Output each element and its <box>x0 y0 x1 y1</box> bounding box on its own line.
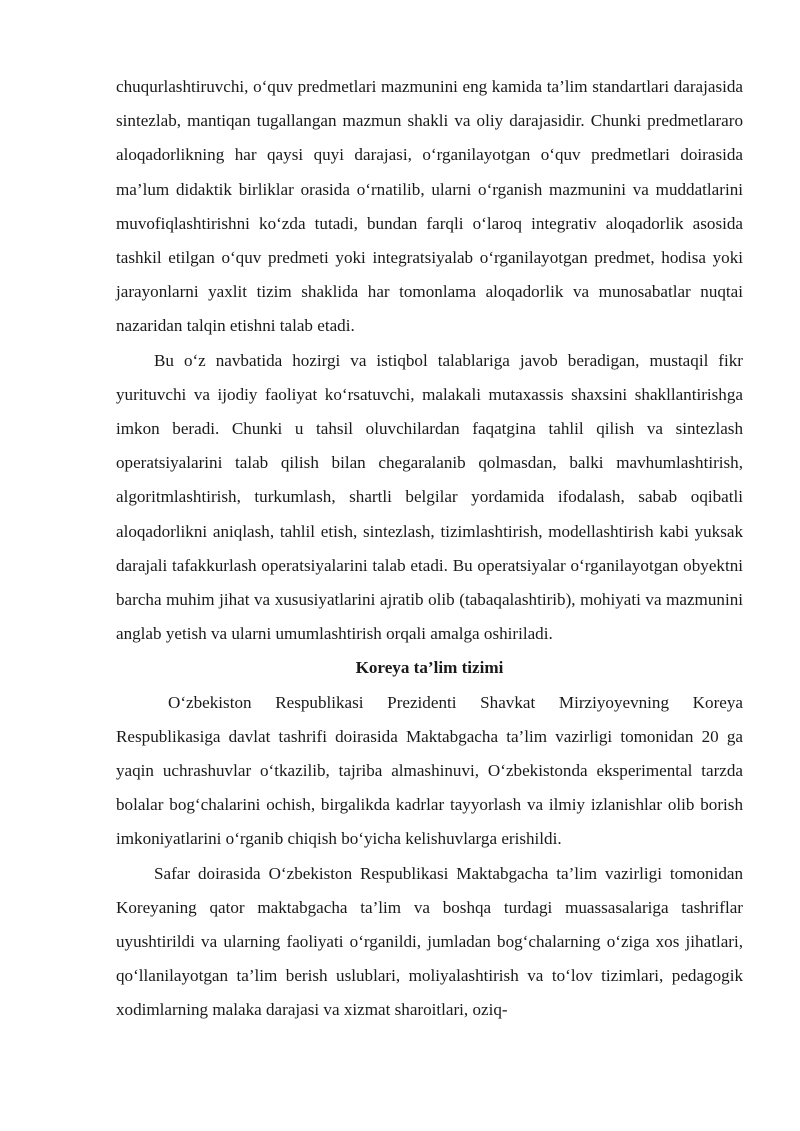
section-heading: Koreya ta’lim tizimi <box>355 658 504 678</box>
paragraph-1: chuqurlashtiruvchi, o‘quv predmetlari mazmunini eng kamida ta’lim standartlari darajasida sintezlab, mantiqan tugallangan mazmun shakli va oliy darajasidir. Chunki predmetlararo aloqadorlikning har qaysi quyi darajasi, o‘rganilayotgan o‘quv predmetlari doirasida ma’lum didaktik birliklar orasida o‘rnatilib, ularni o‘rganish mazmunini va muddatlarini muvofiqlashtirishni ko‘zda tutadi, bundan farqli o‘laroq integrativ aloqadorlik asosida tashkil etilgan o‘quv predmeti yoki integratsiyalab o‘rganilayotgan predmet, hodisa yoki jarayonlarni yaxlit tizim shaklida har tomonlama aloqadorlik va munosabatlar nuqtai nazaridan talqin etishni talab etadi. <box>116 77 743 336</box>
paragraph-4: Safar doirasida O‘zbekiston Respublikasi Maktabgacha ta’lim vazirligi tomonidan Koreyaning qator maktabgacha ta’lim va boshqa turdagi muassasalariga tashriflar uyushtirildi va ularning faoliyati o‘rganildi, jumladan bog‘chalarning o‘ziga xos jihatlari, qo‘llanilayotgan ta’lim berish uslublari, moliyalashtirish va to‘lov tizimlari, pedagogik xodimlarning malaka darajasi va xizmat sharoitlari, oziq- <box>116 863 743 1020</box>
paragraph-2: Bu o‘z navbatida hozirgi va istiqbol talablariga javob beradigan, mustaqil fikr yurituvchi va ijodiy faoliyat ko‘rsatuvchi, malakali mutaxassis shaxsini shakllantirishga imkon beradi. Chunki u tahsil oluvchilardan faqatgina tahlil qilish va sintezlash operatsiyalarini talab qilish bilan chegaralanib qolmasdan, balki mavhumlashtirish, algoritmlashtirish, turkumlash, shartli belgilar yordamida ifodalash, sabab oqibatli aloqadorlikni aniqlash, tahlil etish, sintezlash, tizimlashtirish, modellashtirish kabi yuksak darajali tafakkurlash operatsiyalarini talab etadi. Bu operatsiyalar o‘rganilayotgan obyektni barcha muhim jihat va xususiyatlarini ajratib olib (tabaqalashtirib), mohiyati va mazmunini anglab yetish va ularni umumlashtirish orqali amalga oshiriladi. <box>116 350 743 644</box>
paragraph-3: O‘zbekiston Respublikasi Prezidenti Shavkat Mirziyoyevning Koreya Respublikasiga davlat tashrifi doirasida Maktabgacha ta’lim vazirligi tomonidan 20 ga yaqin uchrashuvlar o‘tkazilib, tajriba almashinuvi, O‘zbekistonda eksperimental tarzda bolalar bog‘chalarini ochish, birgalikda kadrlar tayyorlash va ilmiy izlanishlar olib borish imkoniyatlarini o‘rganib chiqish bo‘yicha kelishuvlarga erishildi. <box>116 692 743 849</box>
